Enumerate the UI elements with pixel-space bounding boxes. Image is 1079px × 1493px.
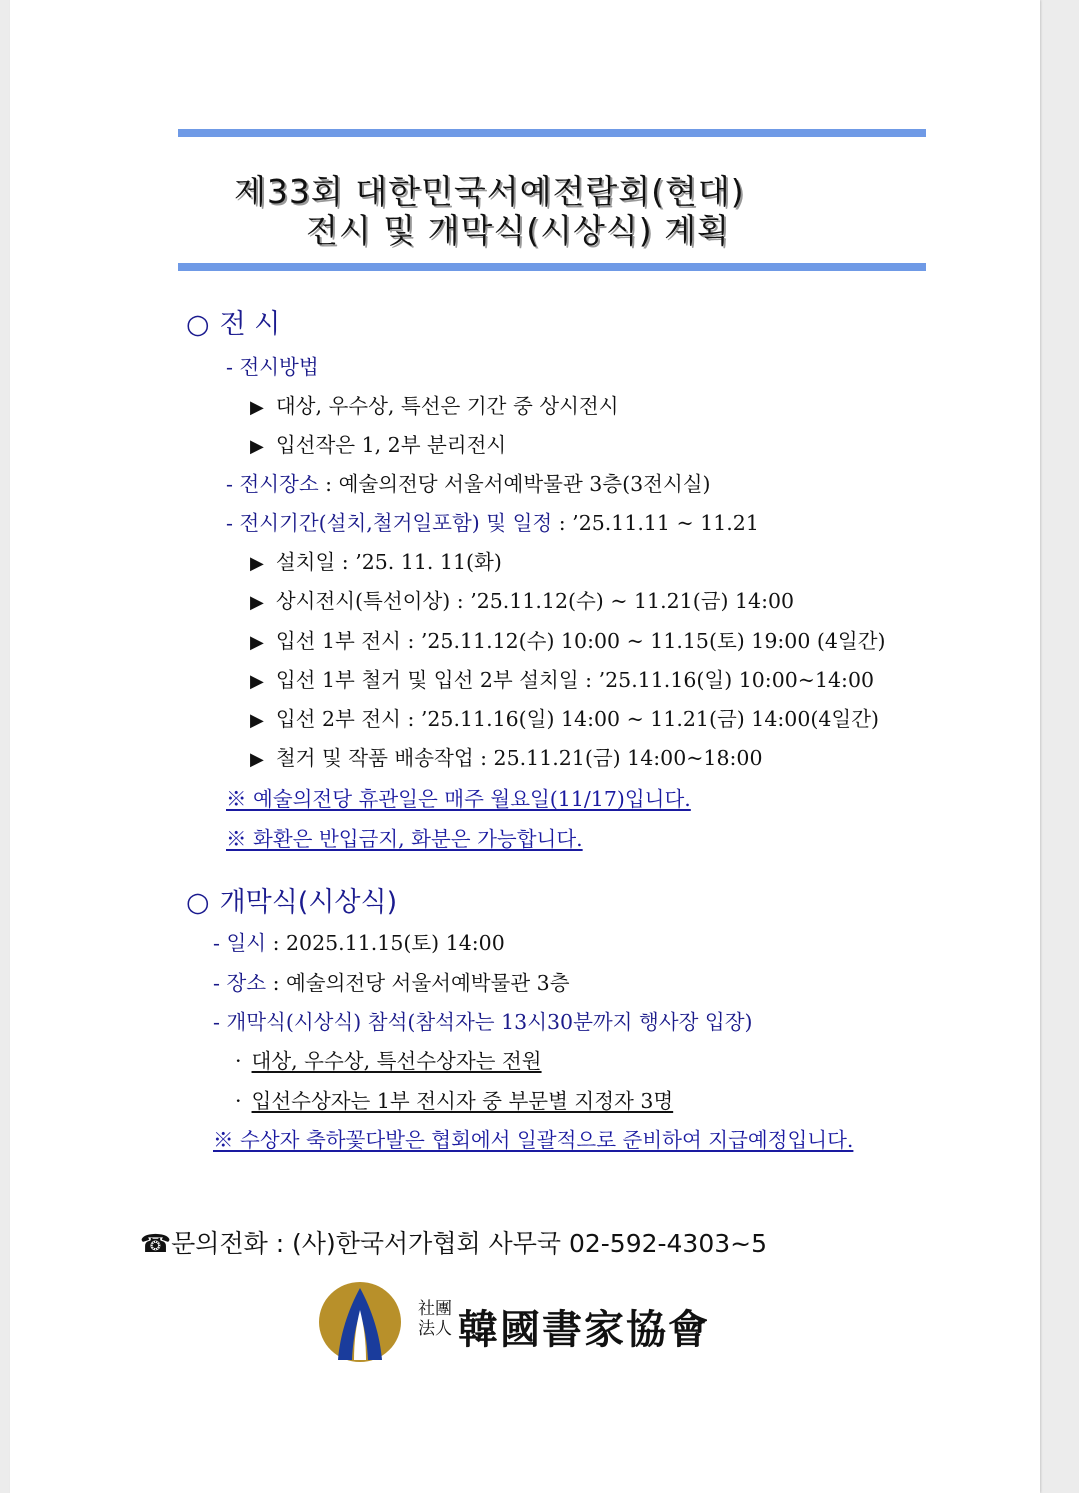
exhibition-place-value: : 예술의전당 서울서예박물관 3층(3전시실) (318, 472, 711, 496)
exhibition-place-label: - 전시장소 (226, 472, 319, 496)
list-item: · 대상, 우수상, 특선수상자는 전원 (235, 1049, 542, 1073)
list-item: ▶ 철거 및 작품 배송작업 : 25.11.21(금) 14:00~18:00 (250, 746, 763, 770)
list-item: ▶ 입선 1부 전시 : ’25.11.12(수) 10:00 ~ 11.15(토) 19:00 (4일간) (250, 629, 886, 653)
logo-name: 韓國書家協會 (458, 1306, 710, 1353)
title-top-rule (178, 129, 926, 137)
ceremony-heading: ○ 개막식(시상식) (186, 887, 398, 918)
exhibition-period-label: - 전시기간(설치,철거일포함) 및 일정 (226, 511, 553, 535)
list-item: ▶ 설치일 : ’25. 11. 11(화) (250, 550, 502, 574)
document-title-line1: 제33회 대한민국서예전람회(현대) (234, 172, 745, 211)
flower-note: ※ 수상자 축하꽃다발은 협회에서 일괄적으로 준비하여 지급예정입니다. (213, 1128, 854, 1152)
exhibition-period-row (226, 509, 759, 537)
triangle-bullet-icon: ▶ (250, 632, 264, 653)
list-item: ▶ 입선 2부 전시 : ’25.11.16(일) 14:00 ~ 11.21(금) 14:00(4일간) (250, 707, 880, 731)
circle-icon: ○ (186, 887, 210, 918)
association-logo (318, 1280, 788, 1370)
circle-icon: ○ (186, 309, 210, 340)
closed-day-note: ※ 예술의전당 휴관일은 매주 월요일(11/17)입니다. (226, 787, 691, 811)
document-page (10, 0, 1040, 1493)
triangle-bullet-icon: ▶ (250, 671, 264, 692)
list-item: ▶ 대상, 우수상, 특선은 기간 중 상시전시 (250, 394, 619, 418)
triangle-bullet-icon: ▶ (250, 397, 264, 418)
contact-line (140, 1224, 767, 1260)
title-bottom-rule (178, 263, 926, 271)
exhibition-method-label: - 전시방법 (226, 355, 319, 379)
ceremony-place-row (213, 969, 570, 997)
triangle-bullet-icon: ▶ (250, 710, 264, 731)
dot-bullet: · (235, 1049, 242, 1073)
ceremony-place-label: - 장소 (213, 971, 267, 995)
contact-text: 문의전화 : (사)한국서가협회 사무국 02-592-4303~5 (171, 1229, 768, 1258)
list-item: ▶ 입선작은 1, 2부 분리전시 (250, 433, 507, 457)
document-title-line2: 전시 및 개막식(시상식) 계획 (306, 211, 730, 250)
ceremony-place-value: : 예술의전당 서울서예박물관 3층 (266, 971, 570, 995)
ceremony-date-row (213, 929, 505, 957)
exhibition-period-value: : ’25.11.11 ~ 11.21 (552, 511, 759, 535)
logo-small-top: 社團 (418, 1299, 452, 1319)
wreath-note: ※ 화환은 반입금지, 화분은 가능합니다. (226, 827, 583, 851)
exhibition-place-row (226, 470, 711, 498)
ceremony-date-label: - 일시 (213, 931, 267, 955)
triangle-bullet-icon: ▶ (250, 749, 264, 770)
exhibition-heading: ○ 전 시 (186, 309, 281, 340)
ceremony-attend-label: - 개막식(시상식) 참석(참석자는 13시30분까지 행사장 입장) (213, 1010, 753, 1034)
logo-small-bottom: 法人 (418, 1319, 452, 1339)
list-item: ▶ 입선 1부 철거 및 입선 2부 설치일 : ’25.11.16(일) 10:00~14:00 (250, 668, 875, 692)
dot-bullet: · (235, 1089, 242, 1113)
triangle-bullet-icon: ▶ (250, 553, 264, 574)
list-item: · 입선수상자는 1부 전시자 중 부문별 지정자 3명 (235, 1089, 674, 1113)
ceremony-date-value: : 2025.11.15(토) 14:00 (266, 931, 505, 955)
triangle-bullet-icon: ▶ (250, 592, 264, 613)
phone-icon: ☎ (140, 1229, 172, 1258)
list-item: ▶ 상시전시(특선이상) : ’25.11.12(수) ~ 11.21(금) 14:00 (250, 589, 795, 613)
triangle-bullet-icon: ▶ (250, 436, 264, 457)
